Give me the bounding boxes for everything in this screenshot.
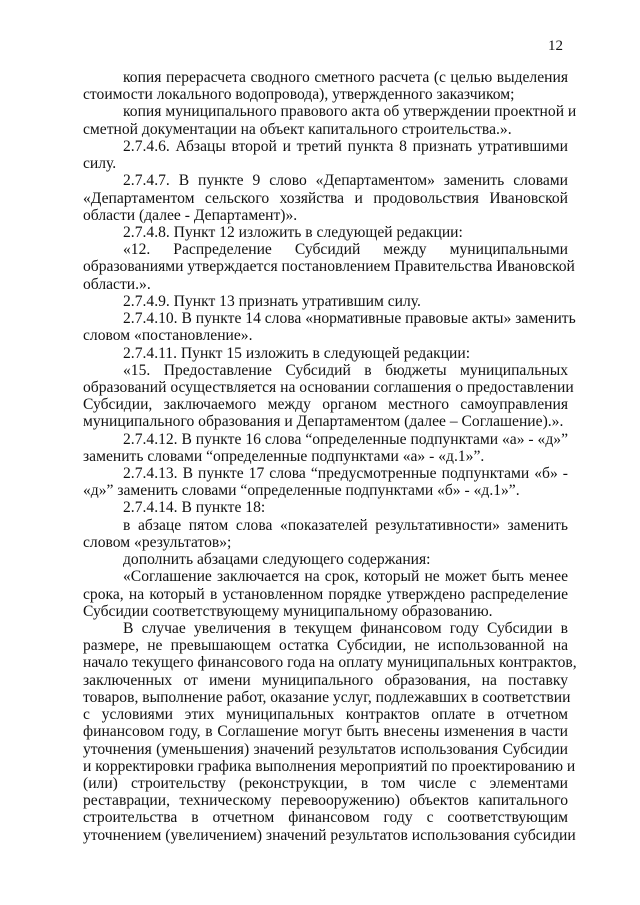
paragraph [83, 551, 568, 568]
text-line: 2.7.4.10. В пункте 14 слова «нормативные правовые акты» заменить [123, 310, 576, 328]
text-line: 2.7.4.14. В пункте 18: [123, 499, 266, 517]
text-line: копия перерасчета сводного сметного расчета (с целью выделения [123, 69, 568, 86]
text-line: товаров, выполнение работ, оказание услуг, подлежавших в соответствии [83, 688, 571, 706]
text-line: сметной документации на объект капитального строительства.». [83, 120, 512, 138]
text-line: образований осуществляется на основании соглашения о предоставлении [83, 378, 574, 396]
text-line: заключенных от имени муниципального образования, на поставку [83, 671, 568, 689]
text-line: В случае увеличения в текущем финансовом году Субсидии в [123, 620, 568, 637]
text-line: заменить словами “определенные подпунктами «а» - «д.1»”. [83, 447, 485, 465]
text-line: Субсидии соответствующему муниципальному образованию. [83, 602, 493, 620]
text-line: 2.7.4.11. Пункт 15 изложить в следующей редакции: [123, 344, 471, 362]
text-line: «Соглашение заключается на срок, который не может быть менее [123, 568, 568, 586]
text-line: копия муниципального правового акта об утверждении проектной и [123, 103, 577, 121]
document-body [83, 69, 577, 844]
paragraph [83, 620, 577, 844]
text-line: «12. Распределение Субсидий между муниципальными [123, 241, 568, 259]
text-line: 2.7.4.6. Абзацы второй и третий пункта 8 признать утратившими [123, 137, 568, 155]
paragraph [83, 568, 568, 620]
text-line: словом «постановление». [83, 327, 253, 345]
text-line: реставрации, техническому перевооружению) объектов капитального [83, 792, 568, 810]
text-line: области (далее - Департамент)». [83, 206, 298, 224]
paragraph [83, 293, 568, 310]
text-line: стоимости локального водопровода), утвержденного заказчиком; [83, 86, 515, 104]
paragraph [83, 431, 568, 465]
paragraph [83, 345, 568, 362]
text-line: силу. [83, 155, 117, 173]
text-line: 2.7.4.9. Пункт 13 признать утратившим силу. [123, 292, 421, 310]
text-line: «д»” заменить словами “определенные подпунктами «б» - «д.1»”. [83, 482, 520, 500]
text-line: словом «результатов»; [83, 533, 232, 551]
text-line: 2.7.4.12. В пункте 16 слова “определенные подпунктами «а» - «д»” [123, 430, 568, 448]
text-line: уточнения (уменьшения) значений результатов использования Субсидии [83, 740, 568, 758]
text-line: срока, на который в установленном порядке утверждено распределение [83, 585, 568, 603]
paragraph [83, 224, 568, 241]
text-line: «Департаментом сельского хозяйства и продовольствия Ивановской [83, 189, 568, 207]
text-line: и корректировки графика выполнения мероприятий по проектированию и [83, 757, 576, 775]
text-line: 2.7.4.8. Пункт 12 изложить в следующей редакции: [123, 223, 463, 241]
paragraph [83, 465, 568, 499]
paragraph [83, 310, 576, 345]
text-line: 2.7.4.13. В пункте 17 слова “предусмотренные подпунктами «б» - [123, 465, 568, 483]
paragraph [83, 499, 568, 516]
paragraph [83, 69, 568, 103]
text-line: области.». [83, 275, 151, 293]
text-line: в абзаце пятом слова «показателей результативности» заменить [123, 516, 568, 534]
text-line: муниципального образования и Департаментом (далее – Соглашение).». [83, 413, 564, 431]
text-line: образованиями утверждается постановлением Правительства Ивановской [83, 258, 575, 276]
text-line: (или) строительству (реконструкции, в том числе с элементами [83, 774, 568, 792]
paragraph [83, 103, 577, 138]
paragraph [83, 172, 568, 224]
text-line: размере, не превышающем остатка Субсидии, не использованной на [83, 637, 568, 655]
text-line: финансовом году, в Соглашение могут быть внесены изменения в части [83, 723, 568, 741]
text-line: с условиями этих муниципальных контрактов оплате в отчетном [83, 706, 568, 724]
paragraph [83, 361, 574, 431]
text-line: начало текущего финансового года на оплату муниципальных контрактов, [83, 654, 577, 672]
text-line: Субсидии, заключаемого между органом местного самоуправления [83, 396, 568, 414]
paragraph [83, 517, 568, 551]
text-line: уточнением (увеличением) значений результатов использования субсидии [83, 826, 576, 844]
text-line: «15. Предоставление Субсидий в бюджеты муниципальных [123, 361, 568, 379]
paragraph [83, 241, 575, 293]
text-line: строительства в отчетном финансовом году с соответствующим [83, 809, 568, 827]
text-line: 2.7.4.7. В пункте 9 слово «Департаментом» заменить словами [123, 172, 568, 190]
text-line: дополнить абзацами следующего содержания: [123, 551, 431, 569]
page-number: 12 [548, 38, 563, 54]
paragraph [83, 138, 568, 172]
